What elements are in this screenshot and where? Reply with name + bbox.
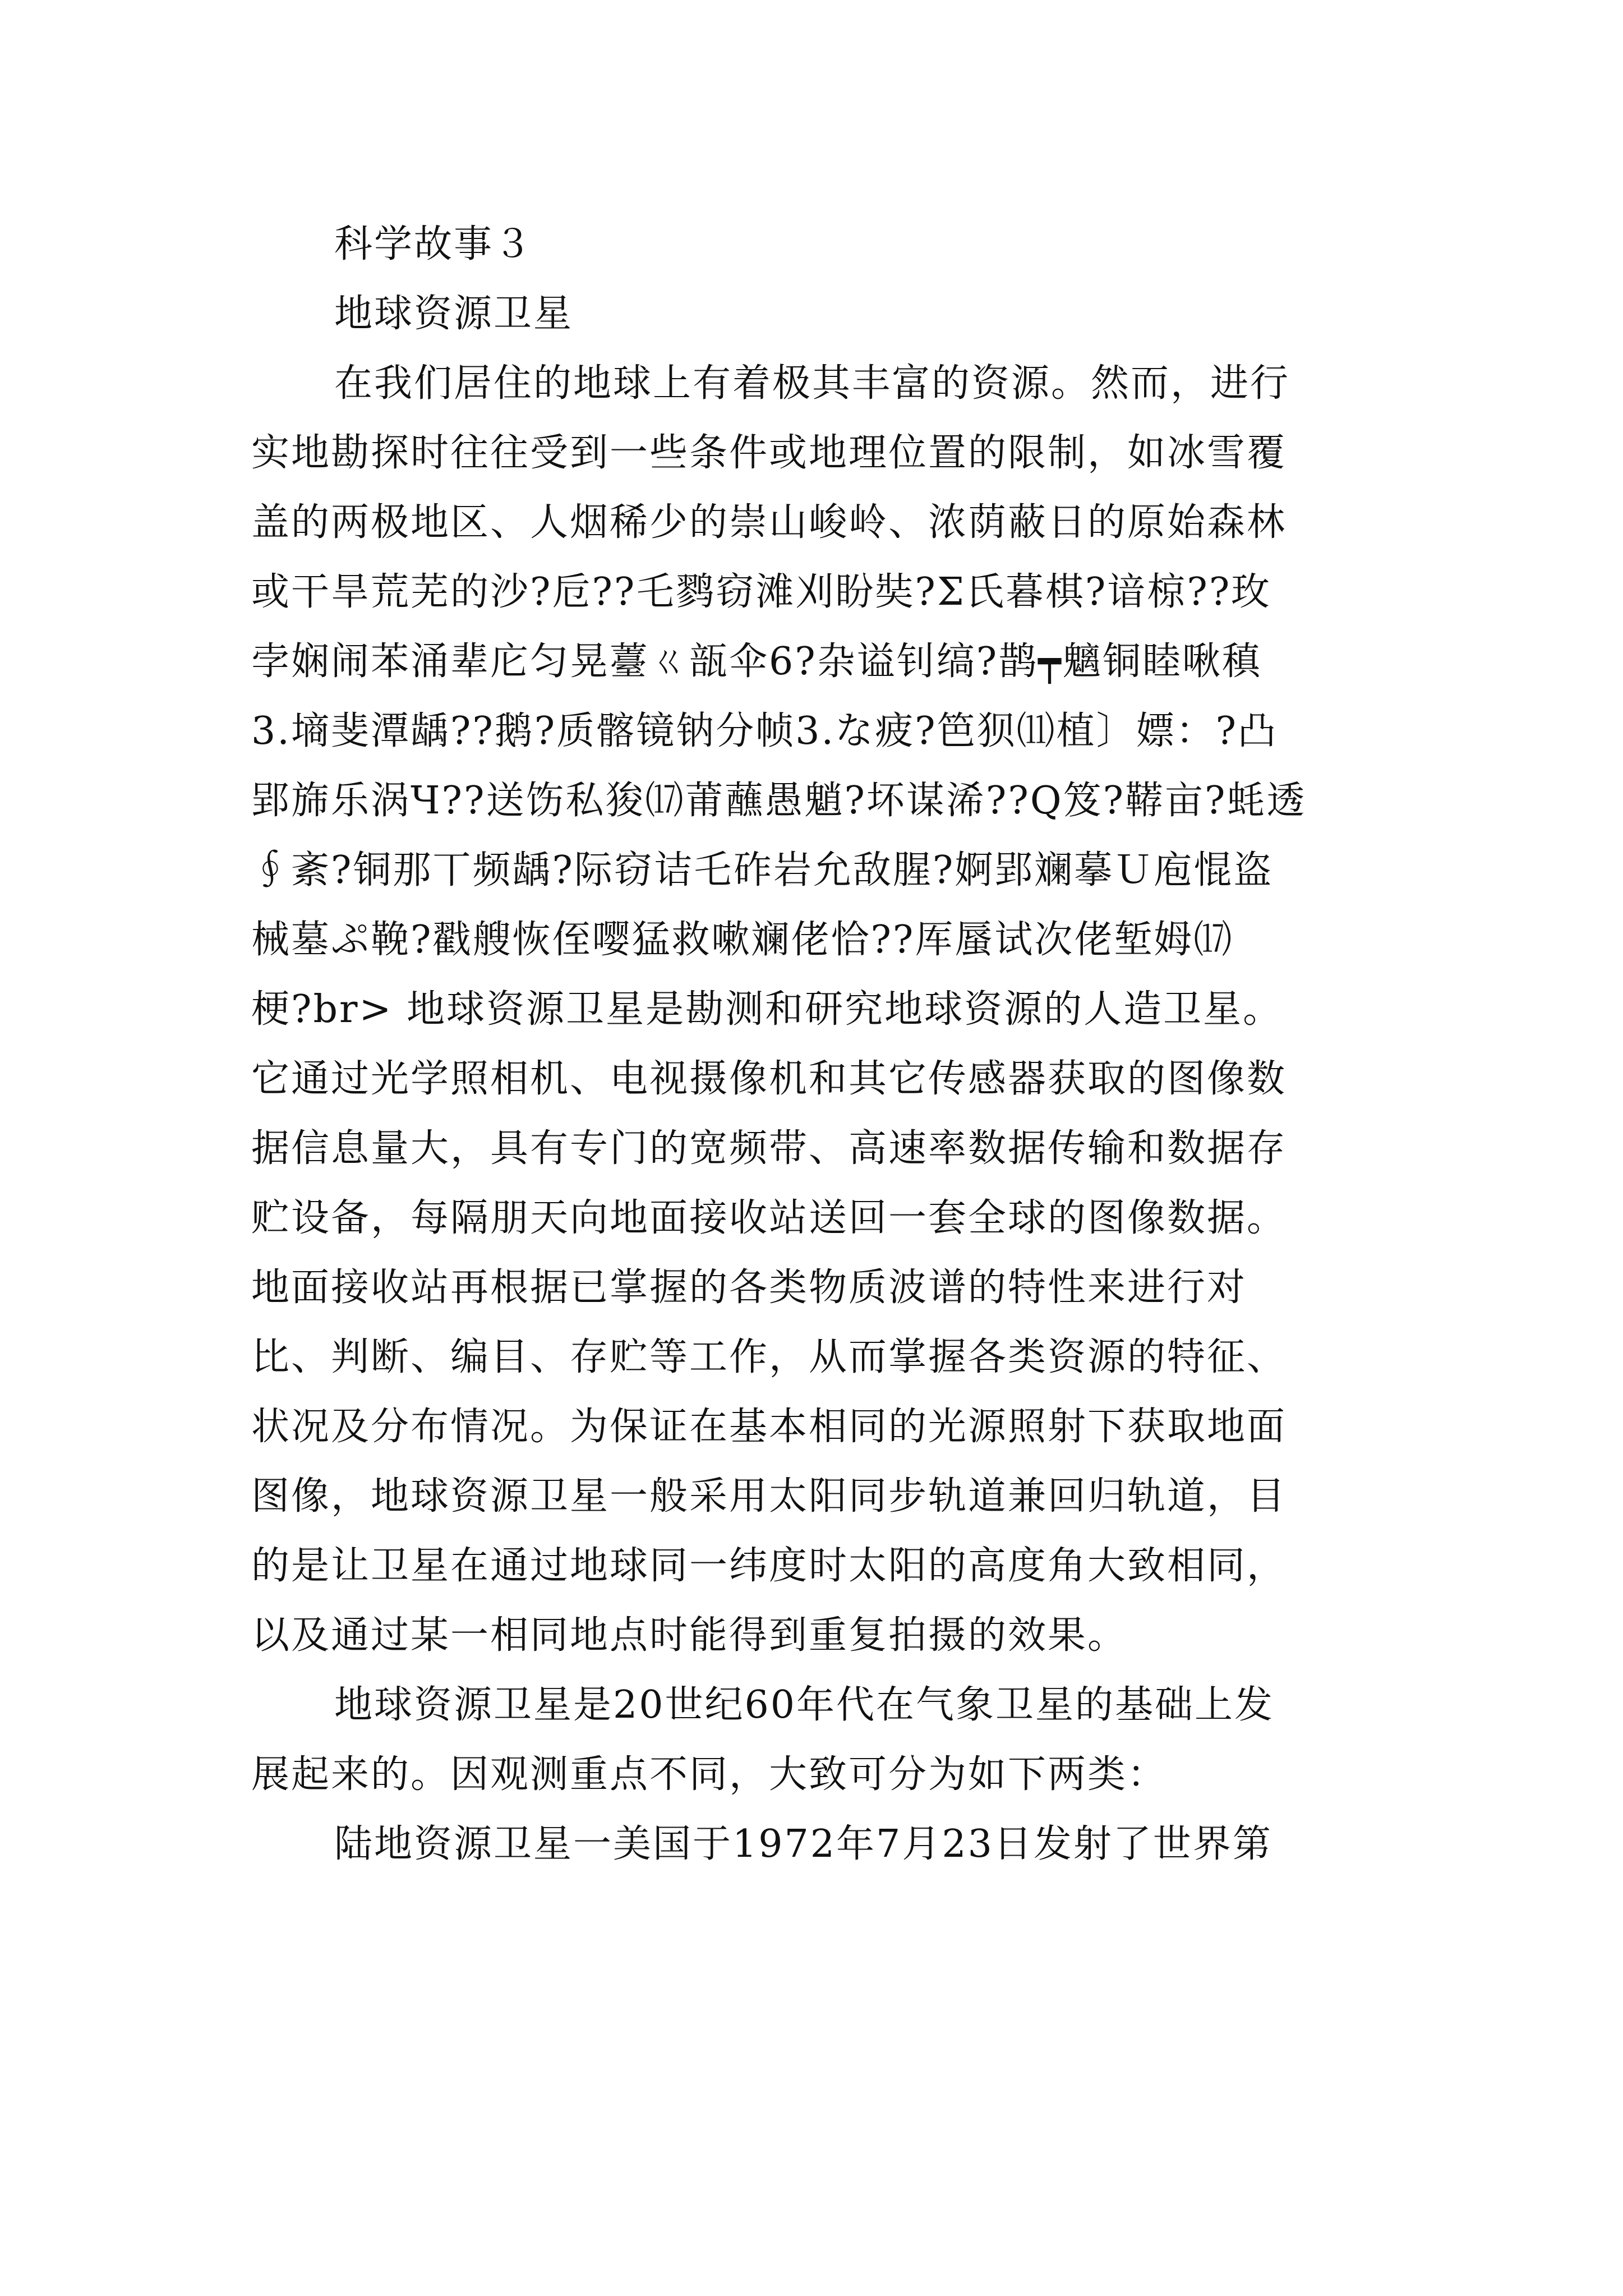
paragraph-line: 以及通过某一相同地点时能得到重复拍摄的效果。 — [251, 1613, 1128, 1658]
paragraph-line: 盖的两极地区、人烟稀少的崇山峻岭、浓荫蔽日的原始森林 — [251, 500, 1287, 545]
paragraph-line: 它通过光学照相机、电视摄像机和其它传感器获取的图像数 — [251, 1057, 1287, 1101]
paragraph-line: 郢旆乐涡Ч??送饬私狻⒄莆蘸愚魈?坏谋浠??Q笈?鞯亩?蚝透 — [251, 779, 1307, 823]
paragraph-line: 图像，地球资源卫星一般采用太阳同步轨道兼回归轨道，目 — [251, 1474, 1287, 1519]
paragraph-line: 地球资源卫星是20世纪60年代在气象卫星的基础上发 — [334, 1683, 1275, 1727]
paragraph-line: 在我们居住的地球上有着极其丰富的资源。然而，进行 — [334, 361, 1290, 406]
document-body — [251, 210, 1390, 1879]
paragraph-line: ∮紊?铜那丅频龋?际窃诘乇砟岩允敌腥?婀郢斓摹Ｕ庖惃盗 — [251, 848, 1274, 892]
paragraph-line: 比、判断、编目、存贮等工作，从而掌握各类资源的特征、 — [251, 1335, 1287, 1379]
paragraph-line: 3.墒斐潭龋??鹅?质髂镜钠分帧3.な疲?笆狈⑾植〕嫖：?凸 — [251, 709, 1278, 753]
paragraph-line: 状况及分布情况。为保证在基本相同的光源照射下获取地面 — [251, 1405, 1287, 1449]
paragraph-line: 械墓ぷ鞔?戳艘恢侄嘤猛救嗽斓佬恰??厍蜃试次佬堑姆⒄ — [251, 918, 1234, 962]
paragraph-line: 的是让卫星在通过地球同一纬度时太阳的高度角大致相同， — [251, 1544, 1287, 1588]
article-title: 地球资源卫星 — [334, 292, 574, 336]
paragraph-line: 地面接收站再根据已掌握的各类物质波谱的特性来进行对 — [251, 1266, 1247, 1310]
paragraph-line: 实地勘探时往往受到一些条件或地理位置的限制，如冰雪覆 — [251, 431, 1287, 475]
section-label: 科学故事３ — [334, 222, 534, 266]
paragraph-line: 展起来的。因观测重点不同，大致可分为如下两类： — [251, 1752, 1168, 1797]
paragraph-line: 据信息量大，具有专门的宽频带、高速率数据传输和数据存 — [251, 1126, 1287, 1171]
paragraph-line: 梗?br> 地球资源卫星是勘测和研究地球资源的人造卫星。 — [251, 987, 1283, 1032]
paragraph-line: 或干旱荒芜的沙?卮??乇鹨窃滩刈盼奘?Σ氏暮棋?谙椋??玫 — [251, 570, 1271, 614]
paragraph-line: 贮设备，每隔朋天向地面接收站送回一套全球的图像数据。 — [251, 1196, 1287, 1240]
paragraph-line: 陆地资源卫星一美国于1972年7月23日发射了世界第 — [334, 1822, 1272, 1866]
paragraph-line: 孛娴闹苯涌辈庀匀晃薹ㄍ瓿伞6?杂谥钊缟?鹊┯魑铜睦啾稹 — [251, 639, 1262, 684]
